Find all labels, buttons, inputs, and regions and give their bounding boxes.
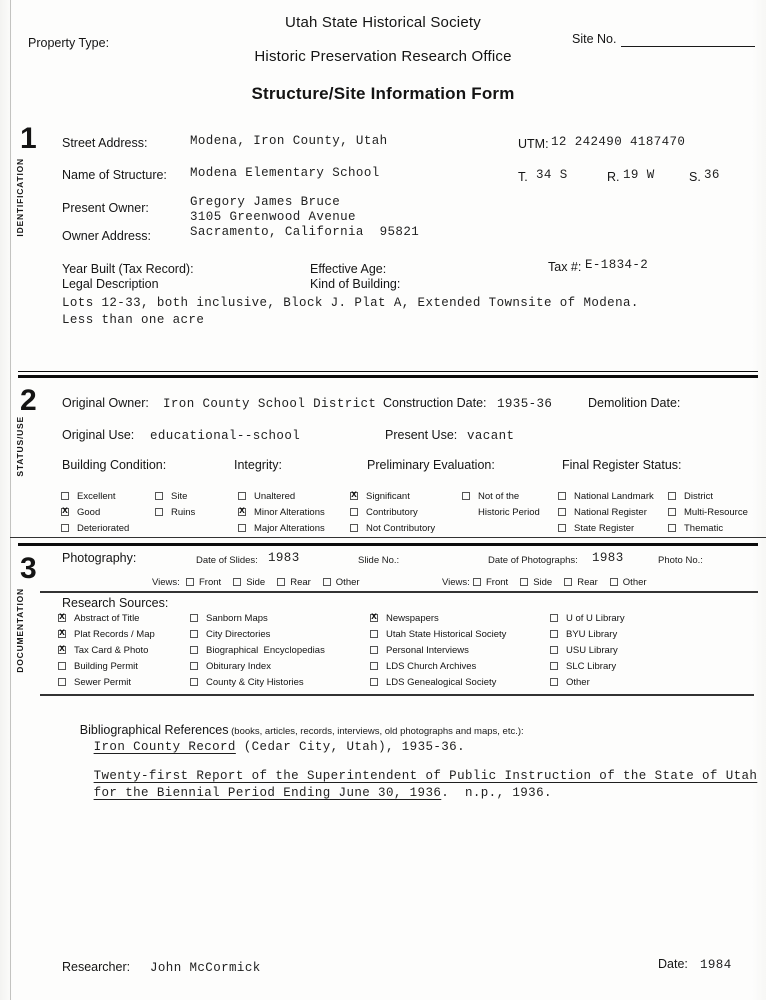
integrity-options (238, 491, 325, 533)
research-sources-col3 (370, 613, 506, 687)
checkbox-label: Major Alterations (254, 522, 325, 534)
checkbox-label: Newspapers (386, 612, 439, 624)
checkbox-option (58, 661, 155, 671)
section-3-number: 3 (20, 552, 37, 585)
date-of-slides-value: 1983 (268, 551, 300, 565)
checkbox-icon[interactable] (668, 492, 676, 500)
checkbox-option (550, 629, 625, 639)
evaluation-options (350, 491, 435, 533)
researcher-label: Researcher: (62, 960, 131, 974)
section-1-side-label: IDENTIFICATION (15, 158, 25, 237)
tax-number-value: E-1834-2 (585, 258, 649, 272)
checkbox-label: Rear (577, 576, 598, 588)
checkbox-label: Rear (290, 576, 311, 588)
checkbox-icon[interactable] (370, 646, 378, 654)
checkbox-checked-icon[interactable] (238, 508, 246, 516)
checkbox-label: Side (246, 576, 266, 588)
checkbox-label: LDS Church Archives (386, 660, 477, 672)
checkbox-icon[interactable] (550, 630, 558, 638)
form-title: Structure/Site Information Form (251, 84, 515, 103)
preliminary-evaluation-label: Preliminary Evaluation: (367, 458, 495, 472)
checkbox-checked-icon[interactable] (370, 614, 378, 622)
checkbox-icon[interactable] (462, 492, 470, 500)
checkbox-icon[interactable] (277, 578, 285, 586)
final-register-status-label: Final Register Status: (562, 458, 682, 472)
checkbox-option (190, 613, 325, 623)
checkbox-option (462, 491, 540, 501)
scan-edge-line (10, 0, 11, 1000)
checkbox-icon[interactable] (550, 646, 558, 654)
checkbox-label: State Register (574, 522, 635, 534)
section-1-number: 1 (20, 122, 37, 155)
checkbox-label: Personal Interviews (386, 644, 469, 656)
checkbox-label: Sewer Permit (74, 676, 132, 688)
date-label: Date: (658, 957, 688, 971)
checkbox-option (668, 507, 748, 517)
checkbox-option (58, 629, 155, 639)
street-address-label: Street Address: (62, 136, 148, 150)
checkbox-icon[interactable] (350, 524, 358, 532)
owner-name-value: Gregory James Bruce (190, 195, 341, 209)
section-label: S. (689, 170, 701, 184)
date-of-slides-label: Date of Slides: (196, 555, 258, 566)
checkbox-icon[interactable] (186, 578, 194, 586)
property-type-label: Property Type: (28, 36, 110, 50)
checkbox-label: Other (622, 576, 647, 588)
checkbox-option (370, 629, 506, 639)
slide-no-label: Slide No.: (358, 555, 400, 566)
checkbox-option (370, 677, 506, 687)
site-ruins-options (155, 491, 195, 517)
year-built-label: Year Built (Tax Record): (62, 262, 194, 276)
owner-address-label: Owner Address: (62, 229, 151, 243)
checkbox-label: Thematic (684, 522, 724, 534)
checkbox-icon[interactable] (550, 614, 558, 622)
checkbox-label: Plat Records / Map (74, 628, 155, 640)
checkbox-label: Abstract of Title (74, 612, 140, 624)
checkbox-icon[interactable] (370, 678, 378, 686)
checkbox-label: Biographical Encyclopedias (206, 644, 325, 656)
checkbox-label: Building Permit (74, 660, 138, 672)
checkbox-icon[interactable] (550, 678, 558, 686)
checkbox-option (550, 645, 625, 655)
legal-description-label: Legal Description (62, 277, 159, 291)
checkbox-icon[interactable] (350, 508, 358, 516)
section-divider (18, 375, 758, 378)
date-of-photographs-value: 1983 (592, 551, 624, 565)
owner-city-value: Sacramento, California 95821 (190, 225, 420, 239)
bib-entry-2-title-cont: for the Biennial Period Ending June 30, 1936 (93, 786, 442, 800)
checkbox-label: Excellent (77, 490, 116, 502)
checkbox-option (350, 491, 435, 501)
owner-street-value: 3105 Greenwood Avenue (190, 210, 356, 224)
checkbox-option (668, 491, 748, 501)
checkbox-label: Deteriorated (77, 522, 130, 534)
original-use-value: educational--school (150, 429, 301, 443)
checkbox-option (520, 577, 552, 587)
original-owner-label: Original Owner: (62, 396, 149, 410)
checkbox-icon[interactable] (668, 508, 676, 516)
township-label: T. (518, 170, 528, 184)
checkbox-checked-icon[interactable] (58, 646, 66, 654)
checkbox-icon[interactable] (155, 508, 163, 516)
checkbox-icon[interactable] (190, 662, 198, 670)
checkbox-option (350, 523, 435, 533)
checkbox-icon[interactable] (190, 630, 198, 638)
checkbox-label: Minor Alterations (254, 506, 325, 518)
bib-entry-2-title: Twenty-first Report of the Superintendent of Public Instruction of the State of Utah (93, 769, 758, 783)
views2-options (473, 577, 647, 587)
sub-divider (40, 591, 758, 593)
checkbox-label: Significant (366, 490, 410, 502)
original-use-label: Original Use: (62, 428, 135, 442)
name-of-structure-value: Modena Elementary School (190, 166, 380, 180)
checkbox-label: National Register (574, 506, 647, 518)
checkbox-label: U of U Library (566, 612, 625, 624)
checkbox-option (58, 677, 155, 687)
checkbox-option (61, 507, 129, 517)
checkbox-label: Sanborn Maps (206, 612, 268, 624)
historic-period-options (462, 491, 540, 517)
checkbox-option (550, 613, 625, 623)
bibliographical-label: Bibliographical References (79, 723, 229, 737)
checkbox-option (550, 661, 625, 671)
checkbox-option (58, 645, 155, 655)
street-address-value: Modena, Iron County, Utah (190, 134, 388, 148)
construction-date-label: Construction Date: (383, 396, 487, 410)
checkbox-option (238, 523, 325, 533)
section-divider (18, 371, 758, 372)
checkbox-checked-icon[interactable] (61, 508, 69, 516)
checkbox-option (277, 577, 311, 587)
research-sources-col1 (58, 613, 155, 687)
checkbox-option (370, 613, 506, 623)
checkbox-label: Front (486, 576, 509, 588)
bib-entry-2-rest: . n.p., 1936. (441, 786, 552, 800)
sub-divider (40, 694, 754, 696)
checkbox-icon[interactable] (61, 492, 69, 500)
checkbox-label: Other (566, 676, 590, 688)
checkbox-label: Ruins (171, 506, 196, 518)
legal-description-line2: Less than one acre (62, 313, 205, 327)
photography-label: Photography: (62, 551, 137, 565)
checkbox-label: Other (335, 576, 360, 588)
checkbox-label: City Directories (206, 628, 271, 640)
checkbox-option (610, 577, 647, 587)
checkbox-option (550, 677, 625, 687)
checkbox-label: LDS Genealogical Society (386, 676, 497, 688)
construction-date-value: 1935-36 (497, 397, 553, 411)
checkbox-option (370, 661, 506, 671)
name-of-structure-label: Name of Structure: (62, 168, 167, 182)
present-owner-label: Present Owner: (62, 201, 149, 215)
register-options (558, 491, 654, 533)
section-3-side-label: DOCUMENTATION (15, 588, 25, 673)
checkbox-icon[interactable] (668, 524, 676, 532)
building-condition-options (61, 491, 129, 533)
checkbox-label: Site (171, 490, 188, 502)
checkbox-label: SLC Library (566, 660, 617, 672)
checkbox-label: Side (533, 576, 553, 588)
checkbox-option (190, 661, 325, 671)
research-sources-col4 (550, 613, 625, 687)
checkbox-icon[interactable] (190, 614, 198, 622)
checkbox-label: Good (77, 506, 101, 518)
checkbox-option (233, 577, 265, 587)
checkbox-icon[interactable] (473, 578, 481, 586)
checkbox-option (190, 677, 325, 687)
checkbox-option (473, 577, 508, 587)
checkbox-icon[interactable] (520, 578, 528, 586)
present-use-label: Present Use: (385, 428, 458, 442)
checkbox-icon[interactable] (190, 646, 198, 654)
date-value: 1984 (700, 958, 732, 972)
checkbox-option (58, 613, 155, 623)
checkbox-option (668, 523, 748, 533)
legal-description-line1: Lots 12-33, both inclusive, Block J. Plat A, Extended Townsite of Modena. (62, 296, 639, 310)
checkbox-option (350, 507, 435, 517)
checkbox-icon[interactable] (370, 630, 378, 638)
checkbox-icon[interactable] (58, 678, 66, 686)
photo-no-label: Photo No.: (658, 555, 703, 566)
researcher-value: John McCormick (150, 961, 261, 975)
checkbox-option (238, 491, 325, 501)
checkbox-option (370, 645, 506, 655)
section-divider (10, 537, 766, 538)
checkbox-option (61, 491, 129, 501)
section-2-number: 2 (20, 384, 37, 417)
checkbox-checked-icon[interactable] (58, 630, 66, 638)
section-divider (18, 543, 758, 546)
checkbox-icon[interactable] (238, 492, 246, 500)
integrity-label: Integrity: (234, 458, 282, 472)
views2-label: Views: (442, 577, 470, 588)
site-no-label: Site No. (572, 32, 617, 46)
checkbox-icon[interactable] (61, 524, 69, 532)
range-value: 19 W (623, 168, 655, 182)
checkbox-icon[interactable] (323, 578, 331, 586)
demolition-date-label: Demolition Date: (588, 396, 681, 410)
research-sources-col2 (190, 613, 325, 687)
checkbox-option (558, 507, 654, 517)
office-name: Historic Preservation Research Office (254, 48, 512, 65)
date-of-photographs-label: Date of Photographs: (488, 555, 578, 566)
checkbox-option (155, 507, 195, 517)
checkbox-option (190, 629, 325, 639)
society-name: Utah State Historical Society (285, 14, 481, 31)
checkbox-option (61, 523, 129, 533)
views1-options (186, 577, 360, 587)
utm-label: UTM: (518, 137, 549, 151)
utm-value: 12 242490 4187470 (551, 135, 686, 149)
checkbox-label: County & City Histories (206, 676, 304, 688)
checkbox-option (323, 577, 360, 587)
checkbox-option (155, 491, 195, 501)
views1-label: Views: (152, 577, 180, 588)
checkbox-icon[interactable] (564, 578, 572, 586)
tax-number-label: Tax #: (548, 260, 582, 274)
bib-entry-2-line-2 (62, 772, 552, 814)
checkbox-label: Utah State Historical Society (386, 628, 507, 640)
bib-entry-1-rest: (Cedar City, Utah), 1935-36. (235, 740, 465, 754)
checkbox-option (238, 507, 325, 517)
checkbox-icon[interactable] (238, 524, 246, 532)
checkbox-option (558, 523, 654, 533)
checkbox-label: Tax Card & Photo (74, 644, 149, 656)
building-condition-label: Building Condition: (62, 458, 167, 472)
checkbox-icon[interactable] (370, 662, 378, 670)
checkbox-icon[interactable] (190, 678, 198, 686)
section-value: 36 (704, 168, 720, 182)
checkbox-label: Not Contributory (366, 522, 436, 534)
checkbox-label: Unaltered (254, 490, 296, 502)
checkbox-icon[interactable] (233, 578, 241, 586)
site-no-blank-line[interactable] (621, 46, 755, 47)
checkbox-option (190, 645, 325, 655)
original-owner-value: Iron County School District (163, 397, 377, 411)
checkbox-icon[interactable] (155, 492, 163, 500)
bib-entry-1-title: Iron County Record (93, 740, 236, 754)
checkbox-label: Front (199, 576, 222, 588)
checkbox-label: Contributory (366, 506, 418, 518)
checkbox-checked-icon[interactable] (350, 492, 358, 500)
checkbox-option (462, 507, 540, 517)
checkbox-label: Historic Period (478, 506, 540, 518)
checkbox-icon[interactable] (558, 508, 566, 516)
checkbox-label: National Landmark (574, 490, 654, 502)
range-label: R. (607, 170, 620, 184)
checkbox-checked-icon[interactable] (58, 614, 66, 622)
checkbox-icon[interactable] (58, 662, 66, 670)
checkbox-label: Multi-Resource (684, 506, 748, 518)
checkbox-option (558, 491, 654, 501)
checkbox-label: USU Library (566, 644, 618, 656)
designation-options (668, 491, 748, 533)
effective-age-label: Effective Age: (310, 262, 387, 276)
checkbox-icon[interactable] (610, 578, 618, 586)
checkbox-icon[interactable] (550, 662, 558, 670)
kind-of-building-label: Kind of Building: (310, 277, 401, 291)
checkbox-option (564, 577, 598, 587)
checkbox-label: Not of the (478, 490, 520, 502)
checkbox-label: Obiturary Index (206, 660, 271, 672)
checkbox-label: BYU Library (566, 628, 618, 640)
township-value: 34 S (536, 168, 568, 182)
research-sources-label: Research Sources: (62, 596, 169, 610)
checkbox-icon[interactable] (558, 492, 566, 500)
checkbox-icon[interactable] (558, 524, 566, 532)
checkbox-label: District (684, 490, 714, 502)
section-2-side-label: STATUS/USE (15, 416, 25, 477)
present-use-value: vacant (467, 429, 515, 443)
bibliographical-sublabel: (books, articles, records, interviews, old photographs and maps, etc.): (231, 726, 524, 737)
checkbox-option (186, 577, 221, 587)
